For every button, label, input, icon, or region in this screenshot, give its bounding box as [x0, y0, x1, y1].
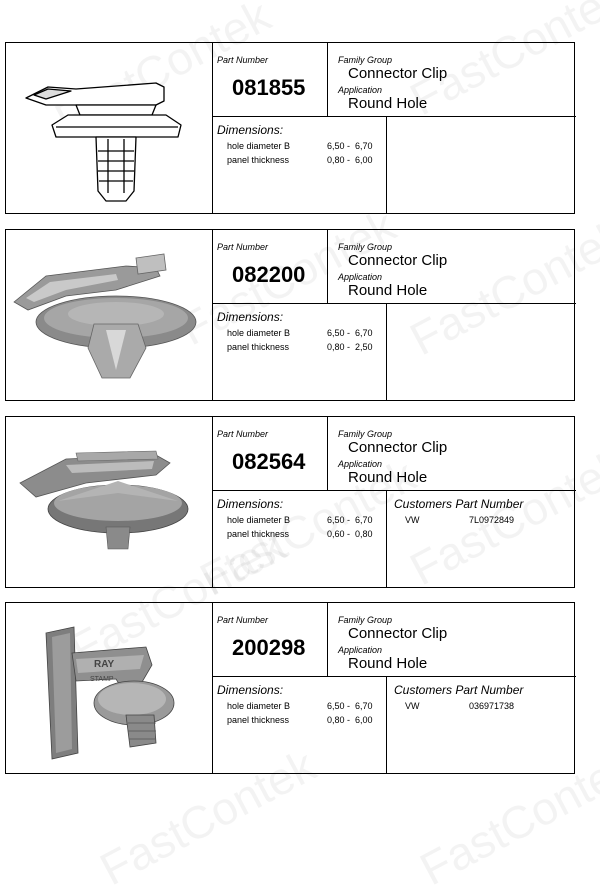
customer-maker: VW — [405, 701, 420, 711]
family-application-cell — [328, 603, 576, 677]
application-value: Round Hole — [348, 95, 428, 112]
family-application-cell — [328, 417, 576, 491]
dimension-value: 0,80 - 2,50 — [327, 342, 373, 352]
dimension-name: hole diameter B — [227, 328, 291, 338]
clip-render — [6, 230, 212, 400]
part-card — [5, 416, 575, 588]
customer-part-code: 036971738 — [469, 701, 515, 711]
dimension-value: 0,80 - 6,00 — [327, 715, 373, 725]
dimensions-label: Dimensions: — [217, 310, 284, 324]
part-image — [6, 43, 213, 213]
customers-cell — [387, 491, 576, 587]
application-label: Application — [338, 645, 383, 655]
dimension-value: 6,50 - 6,70 — [327, 141, 373, 151]
application-value: Round Hole — [348, 282, 428, 299]
part-number-label: Part Number — [217, 55, 269, 65]
part-number-value: 082200 — [232, 262, 306, 287]
family-group-label: Family Group — [338, 242, 393, 252]
part-number-cell — [212, 43, 328, 117]
dimension-value: 0,80 - 6,00 — [327, 155, 373, 165]
customers-part-number-label: Customers Part Number — [394, 683, 524, 697]
customer-maker: VW — [405, 515, 420, 525]
part-image — [6, 230, 213, 400]
ray-brand-label: RAY — [94, 659, 115, 670]
family-application-cell — [328, 43, 576, 117]
part-number-cell — [212, 230, 328, 304]
family-group-value: Connector Clip — [348, 439, 448, 456]
part-number-value: 082564 — [232, 449, 306, 474]
dimensions-label: Dimensions: — [217, 497, 284, 511]
dimension-name: panel thickness — [227, 529, 290, 539]
family-group-label: Family Group — [338, 615, 393, 625]
dimension-name: hole diameter B — [227, 701, 291, 711]
part-number-label: Part Number — [217, 429, 269, 439]
family-application-cell — [328, 230, 576, 304]
part-number-label: Part Number — [217, 615, 269, 625]
dimensions-cell — [212, 117, 387, 213]
part-image — [6, 603, 213, 773]
part-number-value: 200298 — [232, 635, 306, 660]
part-card — [5, 229, 575, 401]
application-label: Application — [338, 272, 383, 282]
part-card — [5, 602, 575, 774]
family-group-value: Connector Clip — [348, 252, 448, 269]
clip-render — [6, 417, 212, 587]
dimension-name: hole diameter B — [227, 515, 291, 525]
family-group-value: Connector Clip — [348, 625, 448, 642]
stamp-label: STAMP — [90, 676, 114, 683]
dimensions-cell — [212, 491, 387, 587]
dimension-name: hole diameter B — [227, 141, 291, 151]
family-group-label: Family Group — [338, 429, 393, 439]
dimension-name: panel thickness — [227, 715, 290, 725]
dimension-value: 0,60 - 0,80 — [327, 529, 373, 539]
part-number-cell — [212, 417, 328, 491]
customers-cell — [387, 117, 576, 213]
dimensions-cell — [212, 304, 387, 400]
application-label: Application — [338, 459, 383, 469]
part-image — [6, 417, 213, 587]
part-number-cell — [212, 603, 328, 677]
dimension-value: 6,50 - 6,70 — [327, 515, 373, 525]
clip-drawing — [6, 43, 212, 213]
application-value: Round Hole — [348, 469, 428, 486]
dimensions-cell — [212, 677, 387, 773]
dimension-name: panel thickness — [227, 342, 290, 352]
family-group-value: Connector Clip — [348, 65, 448, 82]
family-group-label: Family Group — [338, 55, 393, 65]
application-label: Application — [338, 85, 383, 95]
part-card — [5, 42, 575, 214]
customers-cell — [387, 304, 576, 400]
dimension-value: 6,50 - 6,70 — [327, 328, 373, 338]
customers-part-number-label: Customers Part Number — [394, 497, 524, 511]
dimension-name: panel thickness — [227, 155, 290, 165]
customers-cell — [387, 677, 576, 773]
part-number-label: Part Number — [217, 242, 269, 252]
clip-render — [6, 603, 212, 773]
part-number-value: 081855 — [232, 75, 306, 100]
dimensions-label: Dimensions: — [217, 683, 284, 697]
application-value: Round Hole — [348, 655, 428, 672]
dimension-value: 6,50 - 6,70 — [327, 701, 373, 711]
dimensions-label: Dimensions: — [217, 123, 284, 137]
customer-part-code: 7L0972849 — [469, 515, 515, 525]
